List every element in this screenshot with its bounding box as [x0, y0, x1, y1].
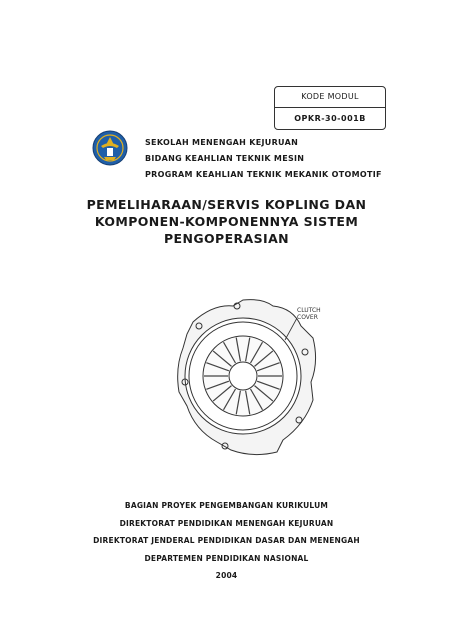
footer-line-3: DIREKTORAT JENDERAL PENDIDIKAN DASAR DAN MENENGAH	[93, 536, 360, 545]
kode-modul-label: KODE MODUL	[275, 87, 385, 108]
footer-year: 2004	[215, 571, 238, 580]
school-line-2: BIDANG KEAHLIAN TEKNIK MESIN	[145, 154, 305, 163]
footer-line-1: BAGIAN PROYEK PENGEMBANGAN KURIKULUM	[124, 501, 329, 510]
clutch-cover-illustration	[173, 292, 325, 460]
kode-modul-value: OPKR-30-001B	[294, 114, 366, 123]
school-line-3: PROGRAM KEAHLIAN TEKNIK MEKANIK OTOMOTIF	[145, 170, 382, 179]
kode-modul-box	[274, 86, 386, 130]
callout-line-1: CLUTCH	[297, 307, 321, 314]
title-line-3: PENGOPERASIAN	[163, 231, 290, 246]
title-line-1: PEMELIHARAAN/SERVIS KOPLING DAN	[86, 197, 367, 212]
callout-line-2: COVER	[297, 314, 318, 321]
footer-line-4: DEPARTEMEN PENDIDIKAN NASIONAL	[144, 553, 309, 563]
module-title	[60, 196, 393, 247]
publisher-info	[20, 497, 433, 585]
title-line-2: KOMPONEN-KOMPONENNYA SISTEM	[94, 214, 359, 229]
school-line-1: SEKOLAH MENENGAH KEJURUAN	[145, 138, 299, 147]
school-info	[145, 135, 382, 183]
footer-line-2: DIREKTORAT PENDIDIKAN MENENGAH KEJURUAN	[119, 518, 334, 528]
tut-wuri-handayani-logo-icon	[92, 130, 128, 166]
